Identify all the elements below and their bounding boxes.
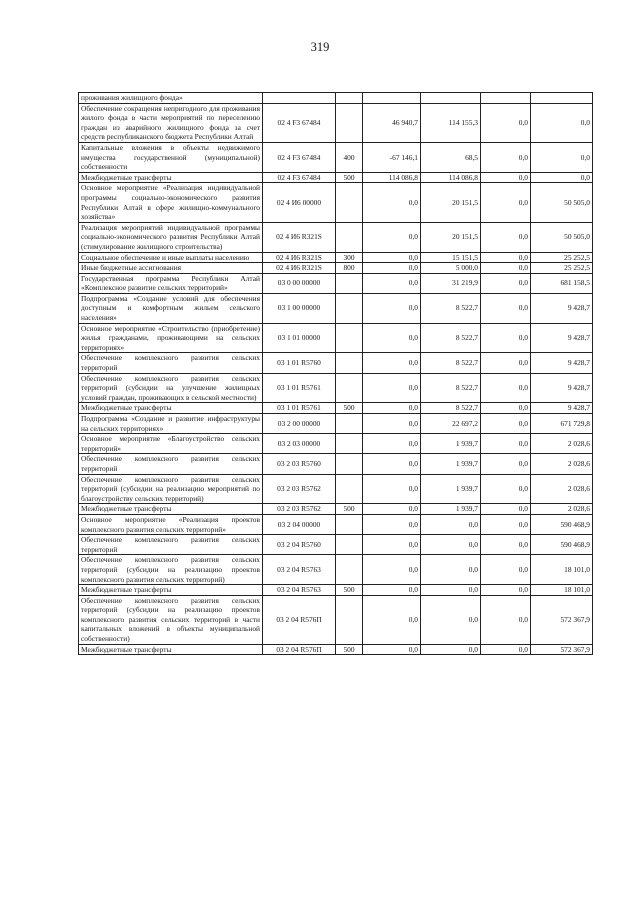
- cell-v2: 0,0: [421, 514, 481, 534]
- cell-code: 02 4 И6 00000: [263, 183, 336, 222]
- cell-name: Подпрограмма «Создание и развитие инфраструктуры на сельских территориях»: [79, 414, 263, 434]
- cell-name: Обеспечение комплексного развития сельских территорий (субсидии на реализацию проектов комплексного развития сельских территорий): [79, 555, 263, 585]
- cell-v3: 0,0: [481, 273, 531, 293]
- cell-vr: [336, 103, 363, 142]
- cell-vr: 500: [336, 644, 363, 655]
- cell-name: Межбюджетные трансферты: [79, 403, 263, 414]
- cell-code: 03 2 03 R5762: [263, 474, 336, 504]
- cell-v4: 9 428,7: [531, 403, 593, 414]
- cell-v3: 0,0: [481, 514, 531, 534]
- cell-v2: 20 151,5: [421, 222, 481, 252]
- table-row: [79, 103, 593, 142]
- table-row: [79, 504, 593, 515]
- table-row: [79, 535, 593, 555]
- cell-v2: 68,5: [421, 142, 481, 172]
- cell-v3: 0,0: [481, 222, 531, 252]
- cell-code: 03 2 03 R5760: [263, 454, 336, 474]
- cell-v3: 0,0: [481, 293, 531, 323]
- table-row: [79, 93, 593, 104]
- cell-v3: 0,0: [481, 644, 531, 655]
- cell-code: 02 4 И6 R321S: [263, 252, 336, 263]
- table-row: [79, 454, 593, 474]
- cell-v1: [363, 93, 421, 104]
- cell-v4: 2 028,6: [531, 504, 593, 515]
- cell-v1: 0,0: [363, 273, 421, 293]
- cell-v1: 0,0: [363, 585, 421, 596]
- cell-v4: 2 028,6: [531, 434, 593, 454]
- cell-v3: 0,0: [481, 183, 531, 222]
- cell-name: Обеспечение сокращения непригодного для проживания жилого фонда в части мероприятий по переселению граждан из аварийного жилищного фонда за счет средств республиканского бюджета Республики Алтай: [79, 103, 263, 142]
- cell-code: 03 2 03 R5762: [263, 504, 336, 515]
- cell-v2: 8 522,7: [421, 293, 481, 323]
- cell-v2: 1 939,7: [421, 474, 481, 504]
- table-row: [79, 373, 593, 403]
- cell-vr: [336, 323, 363, 353]
- cell-vr: [336, 514, 363, 534]
- table-row: [79, 414, 593, 434]
- cell-code: 03 1 01 R5761: [263, 403, 336, 414]
- cell-v1: 0,0: [363, 514, 421, 534]
- cell-name: Капитальные вложения в объекты недвижимого имущества государственной (муниципальной) собственности: [79, 142, 263, 172]
- cell-name: Реализация мероприятий индивидуальной программы социально-экономического развития Республики Алтай (стимулирование жилищного строительства): [79, 222, 263, 252]
- cell-v1: 0,0: [363, 414, 421, 434]
- cell-name: Межбюджетные трансферты: [79, 585, 263, 596]
- cell-vr: 800: [336, 263, 363, 274]
- cell-v1: 0,0: [363, 555, 421, 585]
- cell-vr: 500: [336, 403, 363, 414]
- table-row: [79, 252, 593, 263]
- cell-code: 03 2 04 R576П: [263, 644, 336, 655]
- cell-v1: 0,0: [363, 222, 421, 252]
- cell-v2: 8 522,7: [421, 403, 481, 414]
- cell-v4: 2 028,6: [531, 474, 593, 504]
- cell-v2: 31 219,9: [421, 273, 481, 293]
- cell-name: Обеспечение комплексного развития сельских территорий: [79, 535, 263, 555]
- cell-v4: 681 158,5: [531, 273, 593, 293]
- cell-v1: 0,0: [363, 474, 421, 504]
- cell-v1: -67 146,1: [363, 142, 421, 172]
- cell-v2: 8 522,7: [421, 323, 481, 353]
- cell-v4: 671 729,8: [531, 414, 593, 434]
- cell-v2: 114 155,3: [421, 103, 481, 142]
- cell-vr: [336, 535, 363, 555]
- cell-code: 03 2 04 00000: [263, 514, 336, 534]
- cell-v4: 572 367,9: [531, 595, 593, 644]
- table-row: [79, 585, 593, 596]
- cell-v2: 8 522,7: [421, 373, 481, 403]
- table-row: [79, 172, 593, 183]
- cell-vr: 400: [336, 142, 363, 172]
- cell-v2: 1 939,7: [421, 454, 481, 474]
- cell-name: Обеспечение комплексного развития сельских территорий (субсидии на реализацию проектов комплексного развития сельских территорий в части капитальных вложений в объекты муниципальной собственности): [79, 595, 263, 644]
- cell-code: 03 2 04 R5763: [263, 555, 336, 585]
- cell-vr: [336, 555, 363, 585]
- cell-v1: 0,0: [363, 323, 421, 353]
- cell-code: 02 4 И6 R321S: [263, 263, 336, 274]
- cell-name: Государственная программа Республики Алтай «Комплексное развитие сельских территорий»: [79, 273, 263, 293]
- table-row: [79, 273, 593, 293]
- cell-v3: 0,0: [481, 434, 531, 454]
- cell-v2: 0,0: [421, 585, 481, 596]
- table-body: [79, 93, 593, 655]
- cell-v3: 0,0: [481, 263, 531, 274]
- cell-v3: 0,0: [481, 373, 531, 403]
- table-row: [79, 142, 593, 172]
- cell-code: 02 4 И6 R321S: [263, 222, 336, 252]
- cell-name: Социальное обеспечение и иные выплаты населению: [79, 252, 263, 263]
- table-row: [79, 293, 593, 323]
- cell-v1: 0,0: [363, 252, 421, 263]
- cell-v1: 0,0: [363, 183, 421, 222]
- cell-vr: [336, 353, 363, 373]
- cell-code: 03 2 04 R5760: [263, 535, 336, 555]
- cell-v4: 9 428,7: [531, 373, 593, 403]
- cell-v3: 0,0: [481, 454, 531, 474]
- cell-name: Подпрограмма «Создание условий для обеспечения доступным и комфортным жильем сельского населения»: [79, 293, 263, 323]
- cell-v4: 0,0: [531, 142, 593, 172]
- cell-vr: 500: [336, 585, 363, 596]
- cell-code: 03 1 00 00000: [263, 293, 336, 323]
- cell-vr: [336, 434, 363, 454]
- cell-v1: 0,0: [363, 454, 421, 474]
- cell-v4: 0,0: [531, 172, 593, 183]
- cell-v4: 2 028,6: [531, 454, 593, 474]
- cell-vr: [336, 183, 363, 222]
- cell-v4: 50 505,0: [531, 183, 593, 222]
- cell-name: Иные бюджетные ассигнования: [79, 263, 263, 274]
- cell-v4: 18 101,0: [531, 555, 593, 585]
- table-row: [79, 434, 593, 454]
- cell-v3: [481, 93, 531, 104]
- cell-v1: 0,0: [363, 434, 421, 454]
- cell-v2: [421, 93, 481, 104]
- cell-vr: 300: [336, 252, 363, 263]
- cell-code: 03 2 04 R5763: [263, 585, 336, 596]
- cell-name: Межбюджетные трансферты: [79, 172, 263, 183]
- cell-v3: 0,0: [481, 252, 531, 263]
- cell-v3: 0,0: [481, 323, 531, 353]
- cell-name: Обеспечение комплексного развития сельских территорий: [79, 454, 263, 474]
- cell-v4: 0,0: [531, 103, 593, 142]
- table-row: [79, 222, 593, 252]
- cell-code: 02 4 F3 67484: [263, 103, 336, 142]
- cell-v3: 0,0: [481, 353, 531, 373]
- cell-v4: 18 101,0: [531, 585, 593, 596]
- cell-name: Основное мероприятие «Реализация проектов комплексного развития сельских территорий»: [79, 514, 263, 534]
- cell-v2: 5 000,0: [421, 263, 481, 274]
- cell-name: проживания жилищного фонда»: [79, 93, 263, 104]
- cell-v4: 9 428,7: [531, 323, 593, 353]
- cell-code: 03 1 01 R5760: [263, 353, 336, 373]
- table-row: [79, 263, 593, 274]
- cell-vr: [336, 414, 363, 434]
- table-row: [79, 323, 593, 353]
- table-row: [79, 644, 593, 655]
- cell-code: 03 0 00 00000: [263, 273, 336, 293]
- cell-v1: 0,0: [363, 403, 421, 414]
- cell-v2: 1 939,7: [421, 504, 481, 515]
- cell-v4: 9 428,7: [531, 353, 593, 373]
- cell-v2: 15 151,5: [421, 252, 481, 263]
- cell-v2: 0,0: [421, 535, 481, 555]
- cell-name: Основное мероприятие «Реализация индивидуальной программы социально-экономического развития Республики Алтай в сфере жилищно-коммунального хозяйства»: [79, 183, 263, 222]
- table-row: [79, 514, 593, 534]
- cell-v1: 0,0: [363, 373, 421, 403]
- cell-name: Основное мероприятие «Строительство (приобретение) жилья гражданами, проживающими на сельских территориях»: [79, 323, 263, 353]
- cell-v3: 0,0: [481, 414, 531, 434]
- cell-v4: 590 468,9: [531, 535, 593, 555]
- cell-v3: 0,0: [481, 504, 531, 515]
- cell-v3: 0,0: [481, 535, 531, 555]
- cell-v3: 0,0: [481, 403, 531, 414]
- cell-v4: [531, 93, 593, 104]
- cell-vr: [336, 273, 363, 293]
- table-row: [79, 474, 593, 504]
- cell-v1: 114 086,8: [363, 172, 421, 183]
- cell-v4: 590 468,9: [531, 514, 593, 534]
- table-row: [79, 183, 593, 222]
- cell-v2: 8 522,7: [421, 353, 481, 373]
- cell-v3: 0,0: [481, 595, 531, 644]
- cell-v3: 0,0: [481, 142, 531, 172]
- page-number: 319: [310, 40, 330, 54]
- cell-code: 03 1 01 R5761: [263, 373, 336, 403]
- cell-name: Обеспечение комплексного развития сельских территорий (субсидии на улучшение жилищных условий граждан, проживающих в сельской местности): [79, 373, 263, 403]
- cell-v1: 0,0: [363, 353, 421, 373]
- cell-v1: 0,0: [363, 263, 421, 274]
- cell-code: 03 2 03 00000: [263, 434, 336, 454]
- cell-vr: [336, 293, 363, 323]
- cell-name: Обеспечение комплексного развития сельских территорий (субсидии на реализацию мероприятий по благоустройству сельских территорий): [79, 474, 263, 504]
- cell-vr: 500: [336, 172, 363, 183]
- cell-v3: 0,0: [481, 172, 531, 183]
- cell-code: 03 2 04 R576П: [263, 595, 336, 644]
- cell-vr: [336, 454, 363, 474]
- cell-v2: 114 086,8: [421, 172, 481, 183]
- cell-code: 03 2 00 00000: [263, 414, 336, 434]
- cell-v3: 0,0: [481, 585, 531, 596]
- cell-vr: [336, 373, 363, 403]
- cell-vr: 500: [336, 504, 363, 515]
- cell-v4: 572 367,9: [531, 644, 593, 655]
- cell-v4: 25 252,5: [531, 263, 593, 274]
- cell-v1: 0,0: [363, 293, 421, 323]
- cell-v4: 9 428,7: [531, 293, 593, 323]
- table-row: [79, 353, 593, 373]
- cell-name: Основное мероприятие «Благоустройство сельских территорий»: [79, 434, 263, 454]
- cell-code: 03 1 01 00000: [263, 323, 336, 353]
- cell-vr: [336, 222, 363, 252]
- cell-vr: [336, 595, 363, 644]
- cell-v2: 22 697,2: [421, 414, 481, 434]
- cell-v1: 0,0: [363, 535, 421, 555]
- cell-v3: 0,0: [481, 474, 531, 504]
- cell-v4: 25 252,5: [531, 252, 593, 263]
- cell-v2: 0,0: [421, 644, 481, 655]
- cell-name: Межбюджетные трансферты: [79, 504, 263, 515]
- cell-v3: 0,0: [481, 103, 531, 142]
- cell-code: 02 4 F3 67484: [263, 172, 336, 183]
- cell-name: Обеспечение комплексного развития сельских территорий: [79, 353, 263, 373]
- cell-vr: [336, 474, 363, 504]
- cell-vr: [336, 93, 363, 104]
- cell-v3: 0,0: [481, 555, 531, 585]
- table-row: [79, 595, 593, 644]
- budget-table: [78, 92, 593, 655]
- cell-v1: 0,0: [363, 644, 421, 655]
- table-row: [79, 555, 593, 585]
- cell-code: 02 4 F3 67484: [263, 142, 336, 172]
- cell-v1: 46 940,7: [363, 103, 421, 142]
- cell-v2: 20 151,5: [421, 183, 481, 222]
- table-row: [79, 403, 593, 414]
- cell-v4: 50 505,0: [531, 222, 593, 252]
- cell-code: [263, 93, 336, 104]
- cell-v2: 0,0: [421, 595, 481, 644]
- cell-v1: 0,0: [363, 595, 421, 644]
- cell-v1: 0,0: [363, 504, 421, 515]
- cell-v2: 1 939,7: [421, 434, 481, 454]
- cell-v2: 0,0: [421, 555, 481, 585]
- cell-name: Межбюджетные трансферты: [79, 644, 263, 655]
